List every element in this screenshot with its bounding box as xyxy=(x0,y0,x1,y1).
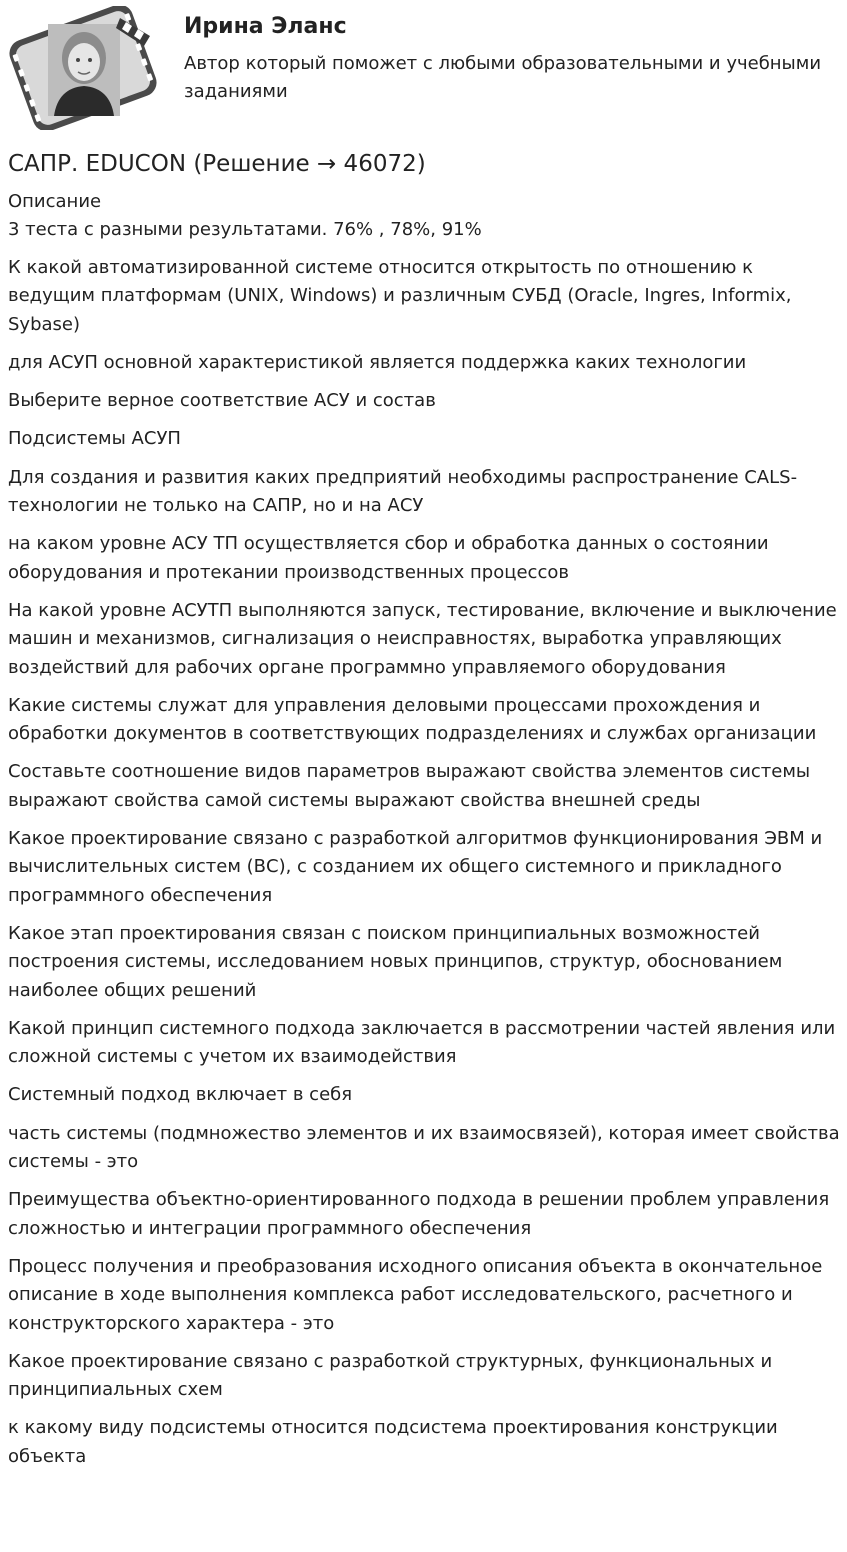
author-card xyxy=(8,6,838,130)
question-item: к какому виду подсистемы относится подсистема проектирования конструкции объекта xyxy=(8,1417,778,1467)
question-list xyxy=(8,254,840,1481)
question-item: на каком уровне АСУ ТП осуществляется сбор и обработка данных о состоянии оборудования и протекании производственных процессов xyxy=(8,533,769,583)
question-item: На какой уровне АСУТП выполняются запуск, тестирование, включение и выключение машин и механизмов, сигнализация о неисправностях, выработка управляющих воздействий для рабочих органе программно управляемого оборудования xyxy=(8,599,837,678)
question-item: часть системы (подмножество элементов и их взаимосвязей), которая имеет свойства системы - это xyxy=(8,1122,840,1173)
question-item: Подсистемы АСУП xyxy=(8,428,181,450)
question-item: Преимущества объектно-ориентированного подхода в решении проблем управления сложностью и интеграции программного обеспечения xyxy=(8,1189,830,1239)
question-item: Какое проектирование связано с разработкой структурных, функциональных и принципиальных схем xyxy=(8,1350,773,1401)
question-item: Какое этап проектирования связан с поиском принципиальных возможностей построения системы, исследованием новых принципов, структур, обоснованием наиболее общих решений xyxy=(8,922,783,1001)
description-label: Описание xyxy=(8,191,102,212)
question-item: Какое проектирование связано с разработкой алгоритмов функционирования ЭВМ и вычислительных систем (ВС), с созданием их общего системного и прикладного программного обеспечения xyxy=(8,828,823,906)
question-item: Какой принцип системного подхода заключается в рассмотрении частей явления или сложной системы с учетом их взаимодействия xyxy=(8,1017,836,1068)
question-item: Составьте соотношение видов параметров выражают свойства элементов системы выражают свойства самой системы выражают свойства внешней среды xyxy=(8,761,811,811)
question-item: Процесс получения и преобразования исходного описания объекта в окончательное описание в ходе выполнения комплекса работ исследовательского, расчетного и конструкторского характера - это xyxy=(8,1255,823,1334)
author-description: Автор который поможет с любыми образовательными и учебными заданиями xyxy=(184,53,822,102)
question-item: Системный подход включает в себя xyxy=(8,1084,353,1106)
question-item: К какой автоматизированной системе относится открытость по отношению к ведущим платформам (UNIX, Windows) и различным СУБД (Oracle, Ingres, Informix, Sybase) xyxy=(8,257,792,335)
question-item: Выберите верное соответствие АСУ и состав xyxy=(8,390,436,412)
description-text: 3 теста с разными результатами. 76% , 78%, 91% xyxy=(8,219,482,240)
author-avatar[interactable] xyxy=(8,6,158,130)
author-name[interactable]: Ирина Эланс xyxy=(184,14,347,39)
question-item: Какие системы служат для управления деловыми процессами прохождения и обработки документов в соответствующих подразделениях и службах организации xyxy=(8,694,817,745)
question-item: Для создания и развития каких предприятий необходимы распространение CALS-технологии не только на САПР, но и на АСУ xyxy=(8,466,798,517)
page-title: САПР. EDUCON (Решение → 46072) xyxy=(8,151,426,177)
question-item: для АСУП основной характеристикой является поддержка каких технологии xyxy=(8,351,747,373)
